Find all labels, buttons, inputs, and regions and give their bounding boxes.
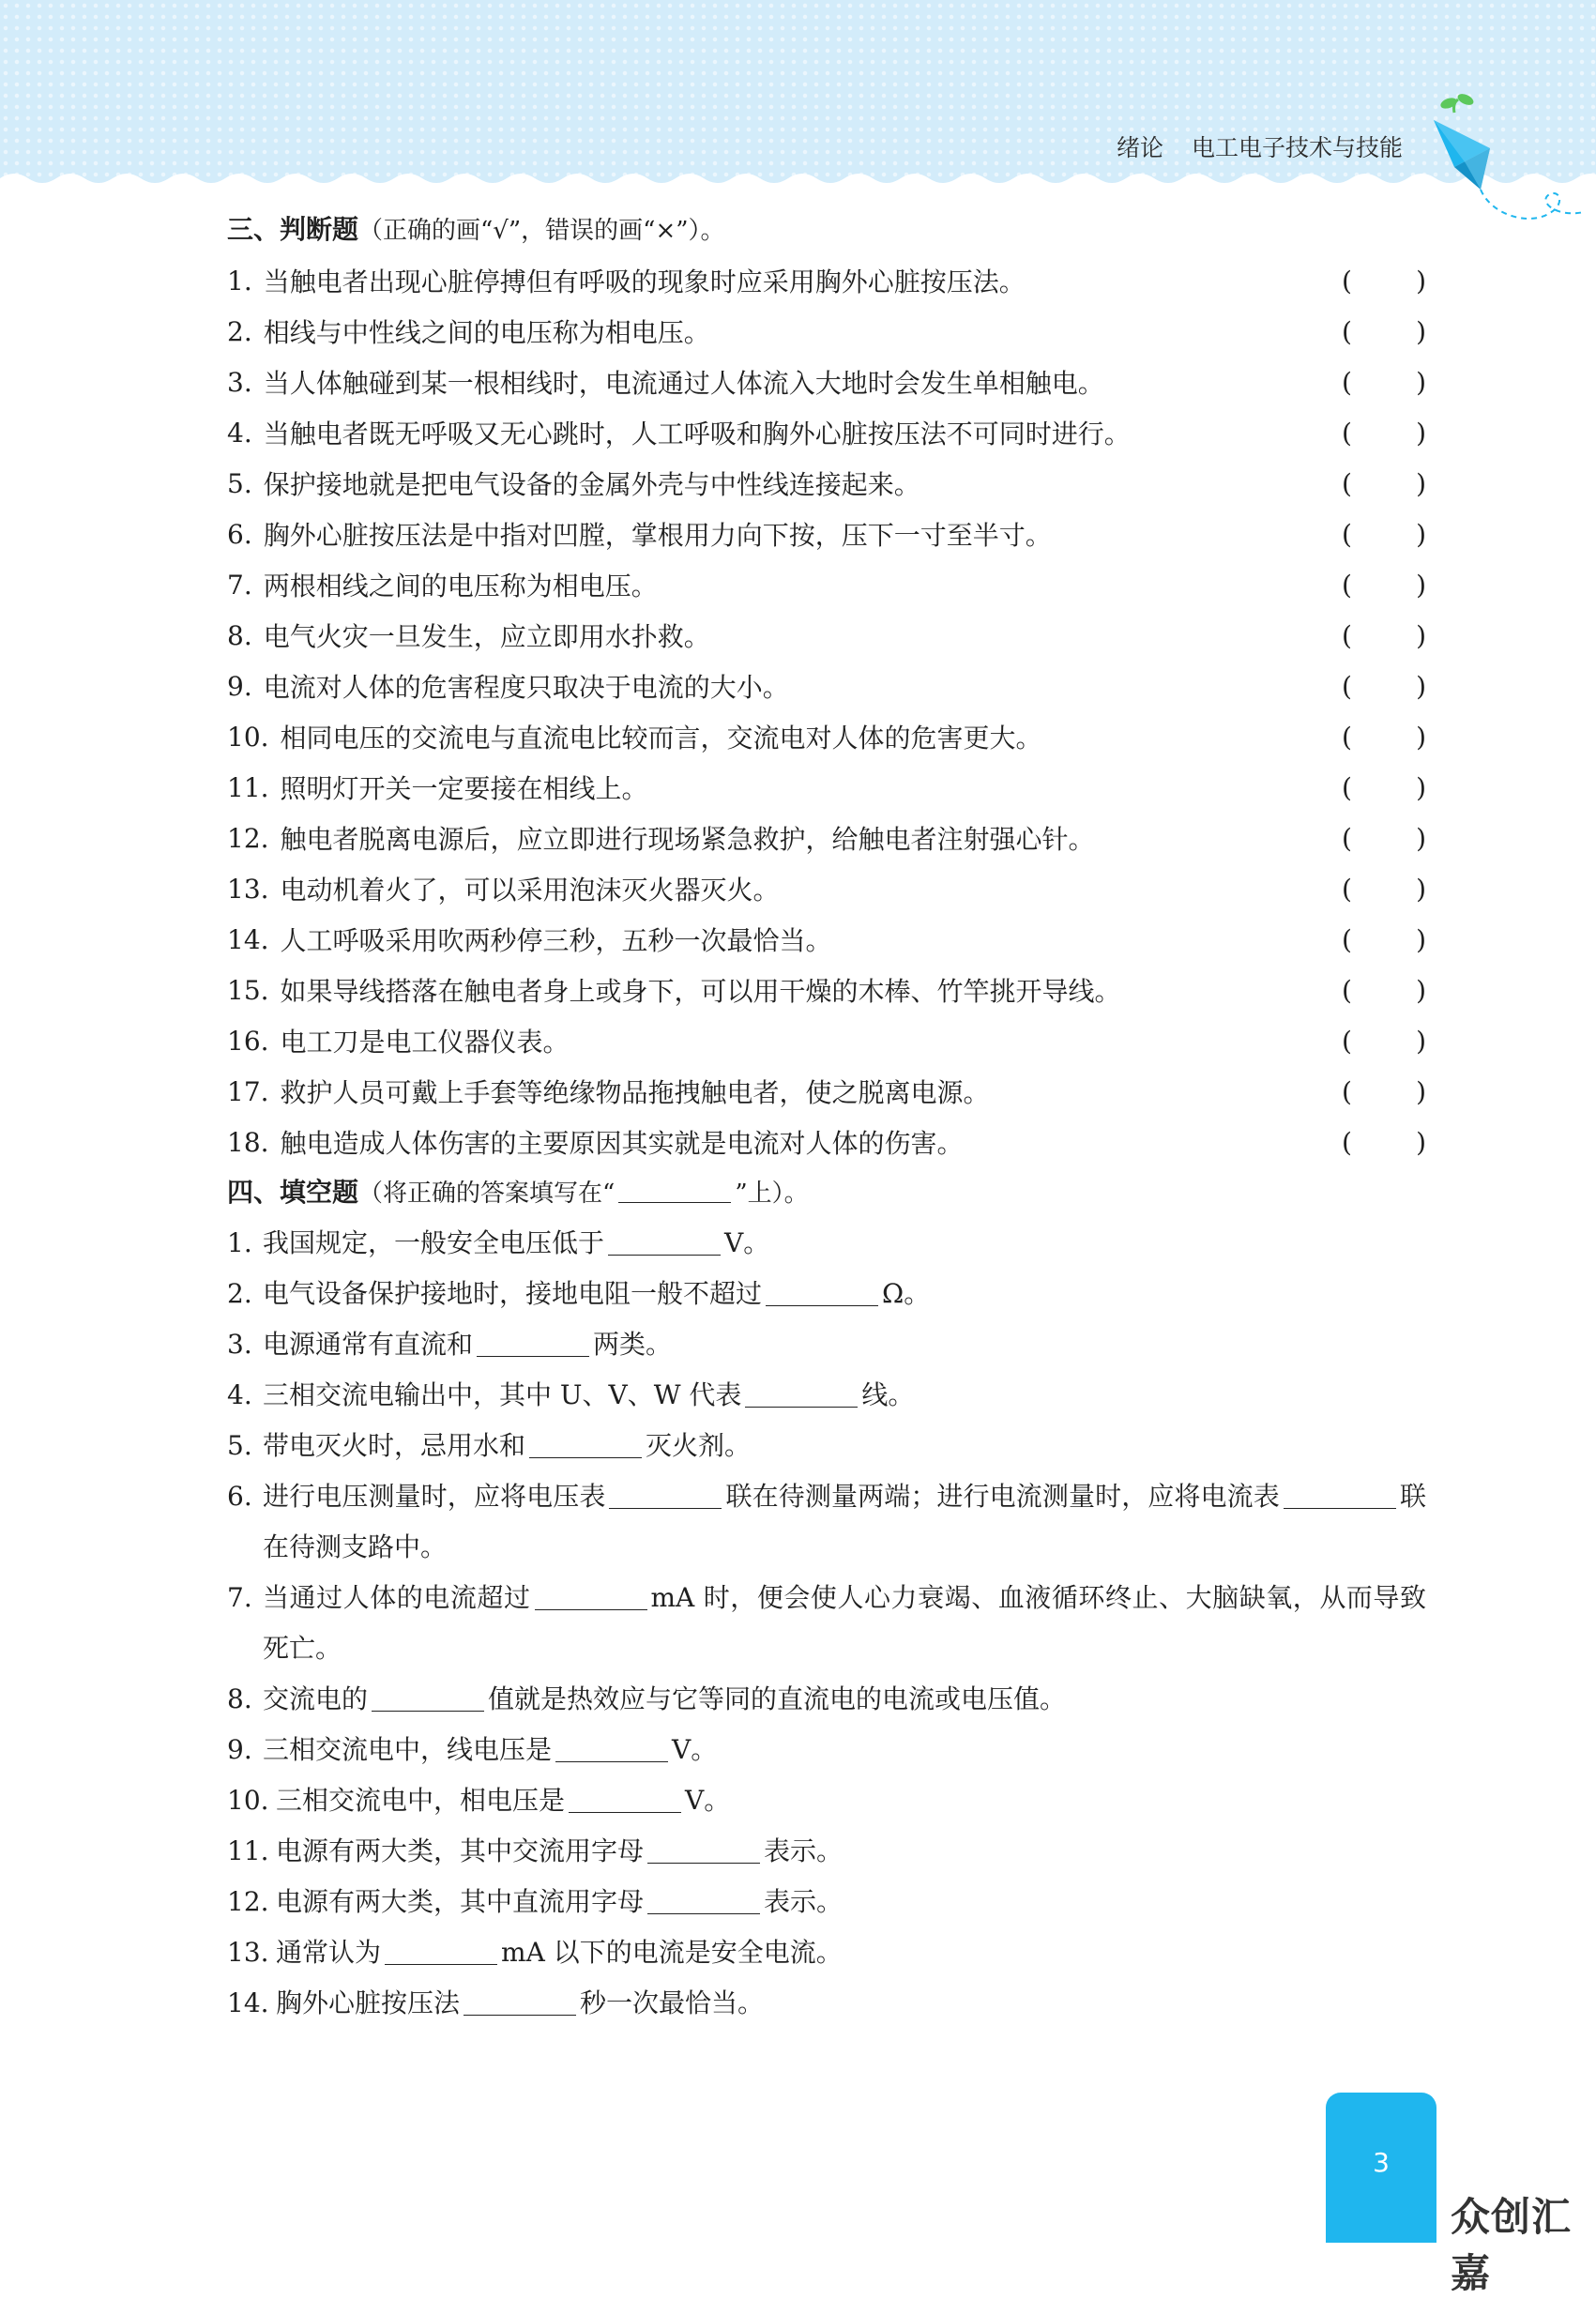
section4-heading [227,1167,1426,1218]
chapter-label: 绪论 [1117,134,1164,161]
answer-blank [477,1328,589,1357]
answer-blank [372,1682,484,1712]
header-band [0,0,1596,197]
paren-open: ( [1342,569,1352,601]
item-number: 10. [227,721,269,753]
item-text [276,1877,1426,1927]
item-number: 12. [227,1886,269,1917]
answer-parentheses [1342,772,1426,803]
text-part: 值就是热效应与它等同的直流电的电流或电压值。 [488,1683,1067,1714]
text-part: 表示。 [764,1835,844,1866]
paren-open: ( [1342,923,1352,955]
paren-open: ( [1342,619,1352,651]
paren-open: ( [1342,1126,1352,1158]
paren-close: ) [1416,670,1426,702]
answer-parentheses [1342,266,1426,297]
item-number: 1. [227,1227,252,1258]
fill-item [227,1370,1426,1421]
item-text [263,1218,1426,1269]
text-part: 灭火剂。 [646,1430,752,1461]
answer-parentheses [1342,418,1426,449]
answer-parentheses [1342,519,1426,550]
item-number: 5. [227,1430,252,1461]
text-part: 表示。 [764,1886,844,1917]
answer-parentheses [1342,1076,1426,1107]
text-part: 带电灭火时，忌用水和 [263,1430,526,1461]
paren-close: ) [1416,771,1426,803]
text-part: 三相交流电中，线电压是 [263,1734,553,1765]
fill-item [227,1471,1426,1573]
answer-blank [618,1176,731,1203]
judge-item [227,914,1426,965]
answer-blank [535,1581,647,1610]
answer-blank [1284,1480,1396,1509]
page-number-tab [1326,2093,1436,2243]
answer-blank [609,1480,722,1509]
text-part: 联在待测量两端；进行电流测量时，应将电流表 [725,1481,1280,1512]
item-number: 11. [227,1835,269,1866]
item-text [263,1319,1426,1370]
answer-parentheses [1342,620,1426,651]
answer-parentheses [1342,1026,1426,1057]
book-title: 电工电子技术与技能 [1191,134,1403,161]
paren-close: ) [1416,315,1426,347]
paper-plane-sprout-icon [1426,94,1586,244]
item-number: 1. [227,265,252,297]
paren-open: ( [1342,417,1352,449]
item-number: 5. [227,467,252,499]
text-part: 秒一次最恰当。 [580,1987,765,2018]
item-text: 保护接地就是把电气设备的金属外壳与中性线连接起来。 [263,469,920,500]
item-text [276,1775,1426,1826]
item-number: 4. [227,1379,252,1410]
text-part: 当通过人体的电流超过 [263,1582,531,1613]
answer-parentheses [1342,1127,1426,1158]
text-part: 通常认为 [276,1937,382,1968]
page-number: 3 [1373,2147,1390,2178]
judge-item [227,357,1426,407]
answer-parentheses [1342,367,1426,398]
item-number: 3. [227,366,252,398]
fill-item [227,1927,1426,1978]
paren-open: ( [1342,366,1352,398]
text-part: 电源通常有直流和 [263,1329,474,1360]
paren-close: ) [1416,1075,1426,1107]
item-number: 13. [227,1937,269,1968]
answer-parentheses [1342,316,1426,347]
fill-item [227,1573,1426,1674]
text-part: 胸外心脏按压法 [276,1987,461,2018]
answer-blank [608,1226,721,1256]
paren-close: ) [1416,265,1426,297]
item-text: 相线与中性线之间的电压称为相电压。 [263,317,710,348]
fill-item [227,1218,1426,1269]
item-number: 10. [227,1785,269,1816]
fill-item [227,1421,1426,1471]
answer-parentheses [1342,823,1426,854]
item-text: 触电者脱离电源后，应立即进行现场紧急救护，给触电者注射强心针。 [280,824,1095,855]
item-number: 11. [227,771,269,803]
item-number: 8. [227,619,252,651]
text-part: 电源有两大类，其中直流用字母 [276,1886,645,1917]
answer-blank [647,1885,760,1914]
item-number: 4. [227,417,252,449]
judge-item [227,863,1426,914]
paren-open: ( [1342,670,1352,702]
judge-item [227,661,1426,711]
text-part: 两类。 [593,1329,673,1360]
header-wave-edge [0,169,1596,197]
item-text [263,1674,1426,1725]
section3-title: 三、判断题 [227,214,359,245]
item-text: 两根相线之间的电压称为相电压。 [263,571,658,601]
running-head [1117,129,1403,163]
fill-item [227,1319,1426,1370]
paren-open: ( [1342,518,1352,550]
item-text [263,1573,1426,1674]
item-number: 13. [227,873,269,905]
item-text: 如果导线搭落在触电者身上或身下，可以用干燥的木棒、竹竿挑开导线。 [280,976,1121,1007]
item-text [276,1978,1426,2029]
text-part: V。 [724,1227,770,1258]
item-number: 17. [227,1075,269,1107]
paren-close: ) [1416,822,1426,854]
paren-open: ( [1342,467,1352,499]
item-number: 3. [227,1329,252,1360]
fill-item [227,1269,1426,1319]
section3-note: （正确的画“√”，错误的画“×”）。 [358,217,725,245]
answer-blank [745,1378,858,1408]
text-part: 我国规定，一般安全电压低于 [263,1227,605,1258]
item-text: 人工呼吸采用吹两秒停三秒，五秒一次最恰当。 [280,925,832,956]
text-part: 三相交流电输出中，其中 U、V、W 代表 [263,1379,742,1410]
item-number: 12. [227,822,269,854]
item-text: 触电造成人体伤害的主要原因其实就是电流对人体的伤害。 [280,1128,964,1159]
judge-item [227,559,1426,610]
paren-close: ) [1416,1025,1426,1057]
judge-item [227,407,1426,458]
answer-parentheses [1342,975,1426,1006]
paren-open: ( [1342,974,1352,1006]
judge-item [227,1117,1426,1167]
paren-open: ( [1342,822,1352,854]
item-number: 18. [227,1126,269,1158]
judge-item [227,458,1426,509]
item-number: 9. [227,670,252,702]
judge-item [227,509,1426,559]
fill-item [227,1826,1426,1877]
answer-blank [647,1835,760,1864]
section4-note-a: （将正确的答案填写在“ [358,1180,616,1208]
fill-item [227,1775,1426,1826]
paren-close: ) [1416,518,1426,550]
item-text [276,1927,1426,1978]
judge-item [227,813,1426,863]
text-part: V。 [685,1785,731,1816]
item-number: 14. [227,1987,269,2018]
item-text: 当触电者出现心脏停搏但有呼吸的现象时应采用胸外心脏按压法。 [263,266,1026,297]
answer-parentheses [1342,570,1426,601]
text-part: Ω。 [882,1278,931,1309]
paren-open: ( [1342,771,1352,803]
paren-open: ( [1342,315,1352,347]
paren-open: ( [1342,265,1352,297]
text-part: 电源有两大类，其中交流用字母 [276,1835,645,1866]
answer-blank [385,1936,497,1965]
text-part: 交流电的 [263,1683,369,1714]
item-number: 9. [227,1734,252,1765]
paren-open: ( [1342,1075,1352,1107]
item-text [263,1370,1426,1421]
item-number: 8. [227,1683,252,1714]
item-number: 15. [227,974,269,1006]
item-text: 照明灯开关一定要接在相线上。 [280,773,648,804]
answer-blank [766,1277,878,1306]
paren-close: ) [1416,1126,1426,1158]
text-part: mA 时，便会使人心力衰竭、血液循环终止、大脑缺氧，从而导致死亡。 [263,1582,1426,1664]
text-part: 三相交流电中，相电压是 [276,1785,566,1816]
answer-parentheses [1342,468,1426,499]
item-number: 7. [227,569,252,601]
item-number: 7. [227,1582,252,1613]
item-text: 当触电者既无呼吸又无心跳时，人工呼吸和胸外心脏按压法不可同时进行。 [263,419,1131,449]
paren-close: ) [1416,569,1426,601]
item-text [263,1421,1426,1471]
text-part: V。 [672,1734,718,1765]
paren-close: ) [1416,923,1426,955]
judge-item [227,762,1426,813]
paren-close: ) [1416,873,1426,905]
paren-open: ( [1342,873,1352,905]
judge-item [227,255,1426,306]
answer-parentheses [1342,924,1426,955]
paren-close: ) [1416,619,1426,651]
paren-close: ) [1416,974,1426,1006]
item-number: 2. [227,1278,252,1309]
text-part: 电气设备保护接地时，接地电阻一般不超过 [263,1278,763,1309]
paren-close: ) [1416,366,1426,398]
judge-item [227,610,1426,661]
item-number: 16. [227,1025,269,1057]
text-part: 联在待测支路中。 [263,1481,1426,1562]
item-text [276,1826,1426,1877]
text-part: 进行电压测量时，应将电压表 [263,1481,606,1512]
item-text: 电动机着火了，可以采用泡沫灭火器灭火。 [280,875,780,906]
item-number: 14. [227,923,269,955]
item-number: 6. [227,518,252,550]
text-part: mA 以下的电流是安全电流。 [501,1937,843,1968]
answer-blank [529,1429,642,1458]
fill-item [227,1978,1426,2029]
item-text: 电工刀是电工仪器仪表。 [280,1027,570,1058]
item-text: 救护人员可戴上手套等绝缘物品拖拽触电者，使之脱离电源。 [280,1077,990,1108]
judge-item [227,965,1426,1015]
judge-item [227,306,1426,357]
answer-parentheses [1342,874,1426,905]
item-text [263,1725,1426,1775]
fill-list [227,1218,1426,2029]
section4-title: 四、填空题 [227,1177,359,1208]
answer-blank [569,1784,681,1813]
content [227,205,1426,2029]
item-text: 胸外心脏按压法是中指对凹膛，掌根用力向下按，压下一寸至半寸。 [263,520,1052,551]
judge-item [227,1015,1426,1066]
watermark: 众创汇嘉 [1451,2194,1573,2296]
fill-item [227,1725,1426,1775]
item-number: 2. [227,315,252,347]
judge-list [227,255,1426,1167]
judge-item [227,1066,1426,1117]
item-number: 6. [227,1481,252,1512]
item-text: 当人体触碰到某一根相线时，电流通过人体流入大地时会发生单相触电。 [263,368,1104,399]
judge-item [227,711,1426,762]
paren-close: ) [1416,721,1426,753]
fill-item [227,1877,1426,1927]
item-text: 电流对人体的危害程度只取决于电流的大小。 [263,672,789,703]
section3-heading [227,205,1426,255]
answer-parentheses [1342,671,1426,702]
item-text [263,1471,1426,1573]
fill-item [227,1674,1426,1725]
paren-open: ( [1342,1025,1352,1057]
section4-note-b: ”上）。 [735,1180,809,1208]
answer-parentheses [1342,722,1426,753]
item-text [263,1269,1426,1319]
paren-open: ( [1342,721,1352,753]
paren-close: ) [1416,467,1426,499]
item-text: 电气火灾一旦发生，应立即用水扑救。 [263,621,710,652]
answer-blank [464,1987,576,2016]
item-text: 相同电压的交流电与直流电比较而言，交流电对人体的危害更大。 [280,723,1042,754]
answer-blank [555,1733,668,1762]
paren-close: ) [1416,417,1426,449]
text-part: 线。 [861,1379,915,1410]
